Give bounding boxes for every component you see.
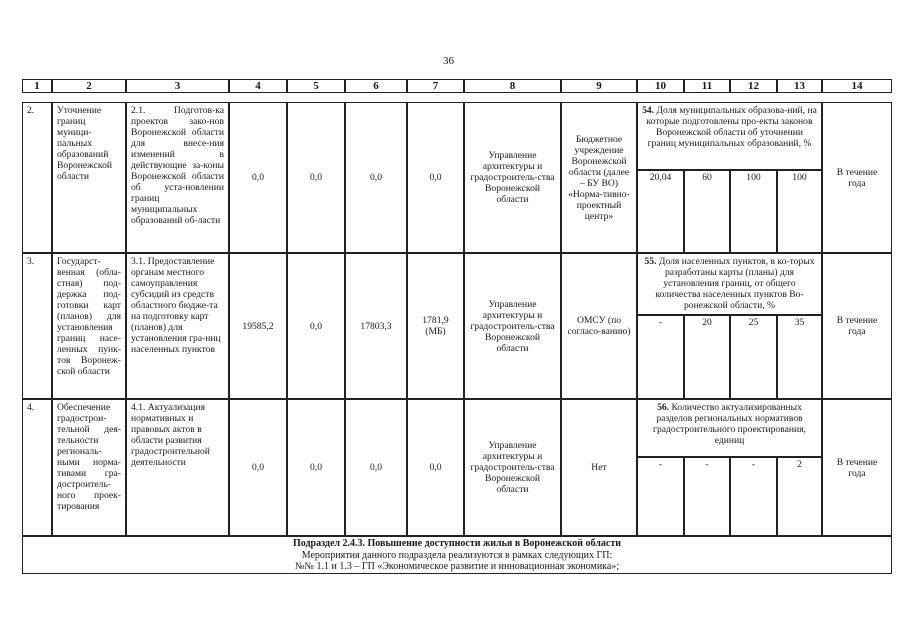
executor-cell: Управление архитектуры и градостроитель-ства Воронежской области bbox=[470, 440, 555, 495]
funding-total: 0,0 bbox=[252, 462, 264, 473]
header-col-13: 13 bbox=[777, 79, 822, 93]
funding-total: 19585,2 bbox=[242, 320, 274, 332]
funding-total: 0,0 bbox=[252, 172, 264, 183]
indicator-number: 56. bbox=[657, 402, 670, 413]
header-col-14: 14 bbox=[822, 79, 892, 93]
header-col-3: 3 bbox=[126, 79, 229, 93]
value-2019: 25 bbox=[730, 315, 777, 399]
indicator-number: 54. bbox=[642, 105, 655, 116]
header-col-8: 8 bbox=[464, 79, 561, 93]
header-col-9: 9 bbox=[561, 79, 637, 93]
header-col-7: 7 bbox=[407, 79, 464, 93]
value-2020: 2 bbox=[777, 457, 822, 536]
funding-federal: 0,0 bbox=[310, 172, 322, 183]
header-col-1: 1 bbox=[22, 79, 52, 93]
value-2017: - bbox=[637, 315, 684, 399]
row-number: 3. bbox=[22, 253, 52, 399]
indicator-cell bbox=[637, 102, 822, 170]
value-2018: 20 bbox=[684, 315, 730, 399]
page-number: 36 bbox=[443, 55, 454, 67]
participant-cell: Нет bbox=[591, 462, 607, 473]
value-2020: 35 bbox=[777, 315, 822, 399]
funding-regional: 17803,3 bbox=[360, 320, 392, 332]
measure-cell: 4.1. Актуализация нормативных и правовых актов в области развития градостроительной деятельности bbox=[126, 399, 229, 536]
funding-federal: 0,0 bbox=[310, 462, 322, 473]
header-col-12: 12 bbox=[730, 79, 777, 93]
header-col-6: 6 bbox=[345, 79, 407, 93]
value-2019: - bbox=[730, 457, 777, 536]
header-col-11: 11 bbox=[684, 79, 730, 93]
header-col-2: 2 bbox=[52, 79, 126, 93]
value-2017: 20,04 bbox=[637, 170, 684, 253]
measure-cell: 2.1. Подготов-ка проектов зако-нов Воронежской области для внесе-ния изменений в действующие за-коны Воронежской области об уста-новлении границ муниципальных образований об-ласти bbox=[126, 102, 229, 253]
term-cell: В течение года bbox=[836, 456, 878, 479]
measure-cell: 3.1. Предоставление органам местного самоуправления субсидий из средств областного бюдже-та на подготовку карт (планов) для установления гра-ниц населенных пунктов bbox=[126, 253, 229, 399]
participant-cell: ОМСУ (по согласо-ванию) bbox=[567, 315, 631, 337]
participant-cell: Бюджетное учреждение Воронежской области (далее – БУ ВО) «Норма-тивно-проектный центр» bbox=[568, 133, 630, 222]
subsection-line-1: Мероприятия данного подраздела реализуются в рамках следующих ГП: bbox=[301, 549, 613, 561]
row-number: 2. bbox=[22, 102, 52, 253]
value-2018: 60 bbox=[684, 170, 730, 253]
funding-federal: 0,0 bbox=[310, 320, 322, 332]
value-2018: - bbox=[684, 457, 730, 536]
subsection-line-2: №№ 1.1 и 1.3 – ГП «Экономическое развитие и инновационная экономика»; bbox=[294, 561, 620, 572]
indicator-text: Доля муниципальных образова-ний, на которые подготовлены про-екты законов Воронежской области об уточнении границ муниципальных образований, % bbox=[646, 105, 817, 149]
task-cell: Обеспечение градострои-тельной дея-тельности региональ-ными норма-тивами гра-достроитель-ного проек-тирования bbox=[52, 399, 126, 536]
header-col-10: 10 bbox=[637, 79, 684, 93]
task-cell: Уточнение границ муници-пальных образований Воронежской области bbox=[52, 102, 126, 253]
header-col-5: 5 bbox=[287, 79, 345, 93]
value-2019: 100 bbox=[730, 170, 777, 253]
funding-regional: 0,0 bbox=[370, 172, 382, 183]
funding-regional: 0,0 bbox=[370, 462, 382, 473]
subsection-title: Подраздел 2.4.3. Повышение доступности жилья в Воронежской области bbox=[292, 538, 622, 549]
indicator-cell bbox=[637, 253, 822, 315]
executor-cell: Управление архитектуры и градостроитель-ства Воронежской области bbox=[470, 298, 555, 354]
indicator-text: Доля населенных пунктов, в ко-торых разработаны карты (планы) для установления границ, от общего количества населенных пунктов Во-ронежской области, % bbox=[655, 256, 815, 311]
funding-local: 1781,9 (МБ) bbox=[422, 315, 449, 337]
funding-local: 0,0 bbox=[429, 172, 442, 183]
value-2020: 100 bbox=[777, 170, 822, 253]
header-col-4: 4 bbox=[229, 79, 287, 93]
indicator-text: Количество актуализированных разделов региональных нормативов градостроительного проектирования, единиц bbox=[653, 402, 806, 446]
value-2017: - bbox=[637, 457, 684, 536]
indicator-cell bbox=[637, 399, 822, 457]
indicator-number: 55. bbox=[644, 256, 657, 267]
executor-cell: Управление архитектуры и градостроитель-ства Воронежской области bbox=[470, 150, 555, 205]
term-cell: В течение года bbox=[836, 166, 878, 189]
task-cell: Государст-венная (обла-стная) под-держка под-готовки карт (планов) для установления границ насе-ленных пунк-тов Воронеж-ской области bbox=[52, 253, 126, 399]
row-number: 4. bbox=[22, 399, 52, 536]
subsection-block bbox=[22, 536, 892, 574]
funding-local: 0,0 bbox=[429, 462, 442, 473]
term-cell: В течение года bbox=[836, 315, 878, 337]
